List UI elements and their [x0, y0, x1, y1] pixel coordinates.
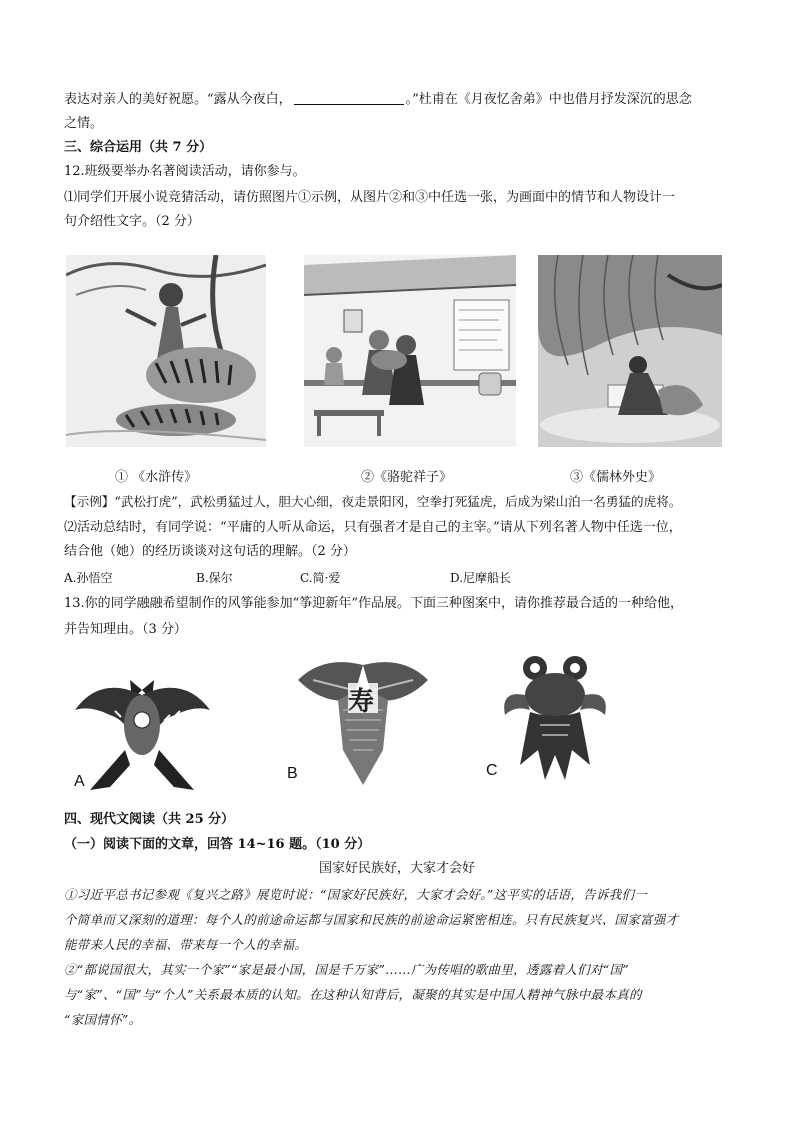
kite-b-image[interactable] — [283, 655, 443, 790]
kite-b-label: B — [287, 765, 298, 782]
q12-1-line1: ⑴同学们开展小说竞猜活动，请仿照图片①示例，从图片②和③中任选一张，为画面中的情节和人物设计一 — [64, 190, 676, 205]
poem-text-2: 。”杜甫在《月夜忆舍弟》中也借月抒发深沉的思念 — [405, 92, 692, 107]
image1-caption: ① 《水浒传》 — [115, 470, 198, 485]
para1-line3: 能带来人民的幸福、带来每一个人的幸福。 — [64, 937, 308, 952]
q12-options — [64, 568, 744, 588]
q13-line1: 13.你的同学融融希望制作的风筝能参加“筝迎新年”作品展。下面三种图案中，请你推荐最合适的一种给他， — [64, 596, 683, 611]
option-d[interactable]: D.尼摩船长 — [450, 571, 512, 585]
q12-1-line2: 句介绍性文字。（2 分） — [64, 214, 200, 229]
option-b[interactable]: B.保尔 — [196, 571, 233, 585]
para1-line1: ①习近平总书记参观《复兴之路》展览时说：“国家好民族好，大家才会好。”这平实的话语，告诉我们一 — [64, 887, 648, 902]
poem-text-1: 表达对亲人的美好祝愿。“露从今夜白， — [64, 92, 292, 107]
kite-a-label: A — [74, 773, 85, 790]
camel-xiangzi-illustration — [304, 255, 516, 447]
para2-line2: 与“家”、“国”与“个人”关系最本质的认知。在这种认知背后，凝聚的其实是中国人精神气脉中最本真的 — [64, 987, 642, 1002]
q12-2-line1: ⑵活动总结时，有同学说：“平庸的人听从命运，只有强者才是自己的主宰。”请从下列名著人物中任选一位， — [64, 520, 682, 535]
fill-blank[interactable] — [294, 90, 404, 105]
example-line: 【示例】“武松打虎”，武松勇猛过人，胆大心细，夜走景阳冈，空拳打死猛虎，后成为梁山泊一名勇猛的虎将。 — [64, 494, 682, 509]
kite-a-image[interactable] — [70, 675, 215, 795]
section4-title: 四、现代文阅读（共 25 分） — [64, 812, 235, 827]
part1-title: （一）阅读下面的文章，回答 14~16 题。（10 分） — [64, 837, 371, 852]
q12-intro: 12.班级要举办名著阅读活动，请你参与。 — [64, 164, 306, 179]
kite-c-label: C — [486, 762, 498, 779]
scholars-illustration — [538, 255, 722, 447]
q12-2-line2: 结合他（她）的经历谈谈对这句话的理解。（2 分） — [64, 544, 356, 559]
image2-caption: ②《骆驼祥子》 — [361, 470, 453, 485]
image3-caption: ③《儒林外史》 — [570, 470, 662, 485]
poem-line — [64, 90, 744, 110]
kite-b-character: 寿 — [348, 687, 375, 717]
para2-line1: ②“都说国很大，其实一个家”“家是最小国，国是千万家”……广为传唱的歌曲里，透露着人们对“国” — [64, 962, 629, 977]
option-c[interactable]: C.简·爱 — [300, 571, 341, 585]
kite-c-image[interactable] — [480, 650, 620, 790]
q13-line2: 并告知理由。（3 分） — [64, 622, 187, 637]
para1-line2: 个简单而又深刻的道理：每个人的前途命运都与国家和民族的前途命运紧密相连。只有民族复兴、国家富强才 — [64, 912, 679, 927]
water-margin-illustration — [66, 255, 266, 447]
poem-line-2: 之情。 — [64, 116, 104, 131]
section3-title: 三、综合运用（共 7 分） — [64, 140, 213, 155]
option-a[interactable]: A.孙悟空 — [64, 571, 113, 585]
article-title: 国家好民族好，大家才会好 — [318, 861, 475, 876]
para2-line3: “家国情怀”。 — [64, 1012, 142, 1027]
